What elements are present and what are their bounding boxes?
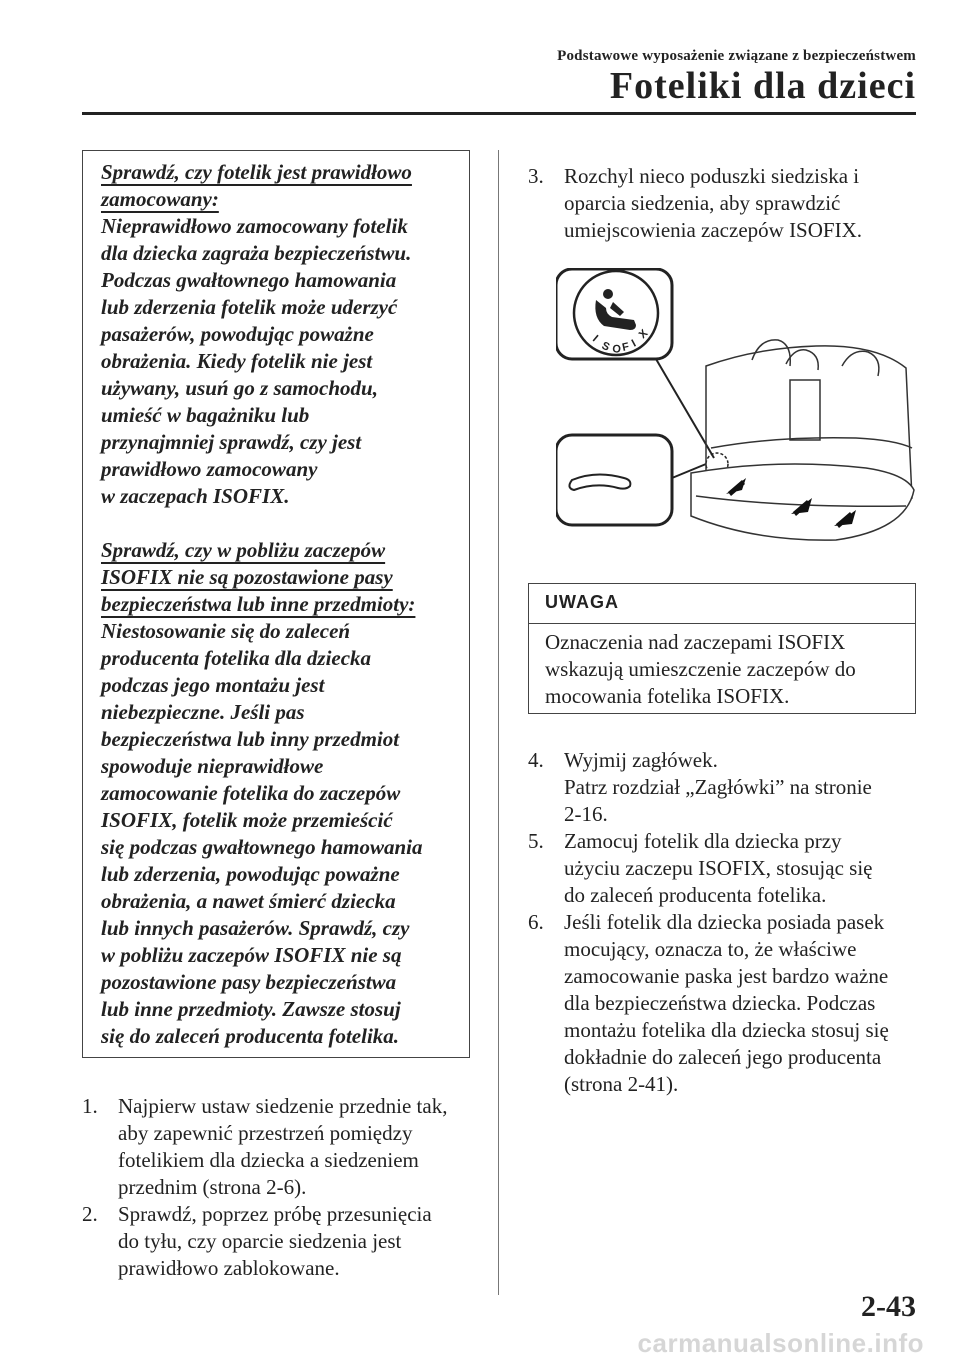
step-line: prawidłowo zablokowane. — [118, 1256, 340, 1280]
warning-line: w pobliżu zaczepów ISOFIX nie są — [101, 943, 402, 967]
page-title: Foteliki dla dzieci — [609, 65, 916, 107]
isofix-letter: O — [611, 343, 622, 356]
warning-body-2 — [101, 618, 461, 1050]
warning-line: lub zderzenia fotelik może uderzyć — [101, 295, 398, 319]
isofix-letter: I — [590, 333, 601, 345]
step-item — [528, 828, 928, 909]
step-line: Sprawdź, poprzez próbę przesunięcia — [118, 1202, 432, 1226]
step-number: 1. — [82, 1094, 98, 1118]
warning-line: bezpieczeństwa lub inne przedmioty: — [101, 592, 416, 616]
steps-list-right-top — [528, 163, 918, 244]
step-number: 4. — [528, 748, 544, 772]
step-line: (strona 2-41). — [564, 1072, 679, 1096]
step-line: Zamocuj fotelik dla dziecka przy — [564, 829, 842, 853]
warning-line: ISOFIX, fotelik może przemieścić — [101, 808, 393, 832]
warning-line: producenta fotelika dla dziecka — [101, 646, 372, 670]
warning-body-1 — [101, 213, 461, 510]
step-line: Patrz rozdział „Zagłówki” na stronie — [564, 775, 872, 799]
warning-box — [82, 150, 470, 1058]
steps-list-left — [82, 1093, 482, 1282]
warning-line: dla dziecka zagraża bezpieczeństwu. — [101, 241, 412, 265]
step-line: 2-16. — [564, 802, 608, 826]
warning-line: prawidłowo zamocowany — [101, 457, 318, 481]
warning-line: obrażenia, a nawet śmierć dziecka — [101, 889, 396, 913]
step-line: mocujący, oznacza to, że właściwe — [564, 937, 857, 961]
step-line: aby zapewnić przestrzeń pomiędzy — [118, 1121, 413, 1145]
warning-line: Sprawdź, czy w pobliżu zaczepów — [101, 538, 386, 562]
step-number: 3. — [528, 164, 544, 188]
isofix-letter: X — [636, 327, 651, 342]
note-line: Oznaczenia nad zaczepami ISOFIX — [545, 630, 846, 654]
step-number: 2. — [82, 1202, 98, 1226]
isofix-seat-figure — [556, 268, 918, 556]
step-line: Rozchyl nieco poduszki siedziska i — [564, 164, 860, 188]
step-line: montażu fotelika dla dziecka stosuj się — [564, 1018, 889, 1042]
step-item — [82, 1201, 482, 1282]
step-line: przednim (strona 2-6). — [118, 1175, 307, 1199]
steps-list-right-bottom — [528, 747, 928, 1098]
step-line: oparcia siedzenia, aby sprawdzić — [564, 191, 841, 215]
warning-line: lub zderzenia, powodując poważne — [101, 862, 400, 886]
step-line: do zaleceń producenta fotelika. — [564, 883, 827, 907]
step-number: 5. — [528, 829, 544, 853]
step-line: użyciu zaczepu ISOFIX, stosując się — [564, 856, 873, 880]
warning-line: używany, usuń go z samochodu, — [101, 376, 378, 400]
warning-line: lub innych pasażerów. Sprawdź, czy — [101, 916, 410, 940]
page-number: 2-43 — [861, 1290, 916, 1323]
warning-line: pozostawione pasy bezpieczeństwa — [101, 970, 397, 994]
step-line: umiejscowienia zaczepów ISOFIX. — [564, 218, 862, 242]
warning-line: Podczas gwałtownego hamowania — [101, 268, 397, 292]
step-line: do tyłu, czy oparcie siedzenia jest — [118, 1229, 402, 1253]
warning-line: pasażerów, powodując poważne — [101, 322, 374, 346]
step-item — [528, 163, 918, 244]
warning-heading-2 — [101, 537, 461, 618]
warning-line: spowoduje nieprawidłowe — [101, 754, 324, 778]
warning-text — [101, 159, 461, 1050]
step-line: zamocowanie paska jest bardzo ważne — [564, 964, 889, 988]
isofix-letter: S — [599, 339, 612, 354]
isofix-letter: I — [629, 337, 639, 350]
warning-line: bezpieczeństwa lub inny przedmiot — [101, 727, 400, 751]
step-item — [82, 1093, 482, 1201]
warning-line: umieść w bagażniku lub — [101, 403, 310, 427]
warning-line: przynajmniej sprawdź, czy jest — [101, 430, 362, 454]
warning-line: lub inne przedmioty. Zawsze stosuj — [101, 997, 401, 1021]
step-line: dla bezpieczeństwa dziecka. Podczas — [564, 991, 876, 1015]
section-header: Podstawowe wyposażenie związane z bezpieczeństwem — [557, 48, 916, 64]
warning-heading-1 — [101, 159, 461, 213]
note-title: UWAGA — [529, 584, 915, 624]
warning-line: w zaczepach ISOFIX. — [101, 484, 290, 508]
warning-line: zamocowany: — [101, 187, 219, 211]
note-box — [528, 583, 916, 714]
warning-line: zamocowanie fotelika do zaczepów — [101, 781, 401, 805]
warning-line: Niestosowanie się do zaleceń — [101, 619, 351, 643]
warning-line: obrażenia. Kiedy fotelik nie jest — [101, 349, 373, 373]
step-item — [528, 909, 928, 1098]
step-line: Najpierw ustaw siedzenie przednie tak, — [118, 1094, 448, 1118]
warning-line: Nieprawidłowo zamocowany fotelik — [101, 214, 408, 238]
note-line: mocowania fotelika ISOFIX. — [545, 684, 790, 708]
warning-line: podczas jego montażu jest — [101, 673, 325, 697]
step-line: Jeśli fotelik dla dziecka posiada pasek — [564, 910, 885, 934]
isofix-letter: F — [621, 340, 631, 354]
step-line: Wyjmij zagłówek. — [564, 748, 718, 772]
header-rule — [82, 112, 916, 115]
step-line: dokładnie do zaleceń jego producenta — [564, 1045, 882, 1069]
column-divider — [498, 150, 499, 1295]
warning-line: ISOFIX nie są pozostawione pasy — [101, 565, 393, 589]
step-item — [528, 747, 928, 828]
warning-line: niebezpieczne. Jeśli pas — [101, 700, 305, 724]
step-number: 6. — [528, 910, 544, 934]
step-line: fotelikiem dla dziecka a siedzeniem — [118, 1148, 419, 1172]
watermark: carmanualsonline.info — [637, 1328, 924, 1358]
note-body — [529, 624, 915, 710]
warning-line: się podczas gwałtownego hamowania — [101, 835, 423, 859]
warning-line: Sprawdź, czy fotelik jest prawidłowo — [101, 160, 412, 184]
note-line: wskazują umieszczenie zaczepów do — [545, 657, 856, 681]
warning-line: się do zaleceń producenta fotelika. — [101, 1024, 400, 1048]
